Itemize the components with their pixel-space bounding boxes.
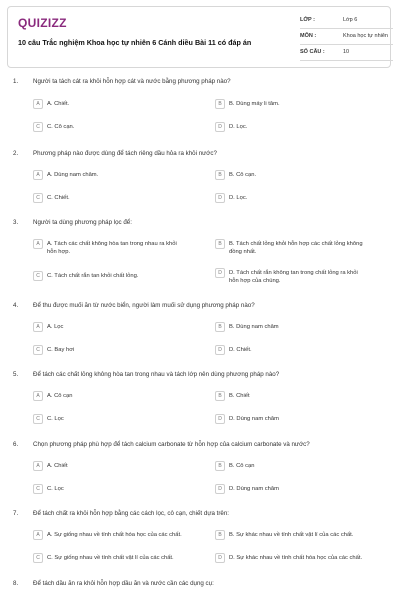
option-text: B. Dùng máy li tâm. [229, 101, 280, 107]
question-text: Để tách dầu ăn ra khỏi hỗn hợp dầu ăn và nước cần các dụng cụ: [33, 580, 214, 587]
option-key-box: D [215, 484, 225, 494]
document-title: 10 câu Trắc nghiệm Khoa học tự nhiên 6 Cánh diều Bài 11 có đáp án [18, 38, 252, 47]
option-text: A. Sự giống nhau về tính chất hóa học của các chất. [47, 532, 182, 538]
question-number: 5. [13, 371, 19, 378]
question-number: 1. [13, 78, 19, 85]
question-number: 8. [13, 580, 19, 587]
option-key-box: D [215, 553, 225, 563]
option-key-box: B [215, 99, 225, 109]
option-text: A. Chiết [47, 463, 68, 469]
option-key-box: C [33, 271, 43, 281]
option-key-box: C [33, 414, 43, 424]
option-text: D. Lọc. [229, 195, 248, 201]
option-text: C. Chiết. [47, 195, 70, 201]
quizizz-logo: QUIZIZZ [18, 16, 67, 30]
option-text: C. Lọc [47, 486, 64, 492]
option-key-box: D [215, 122, 225, 132]
option-key-box: A [33, 239, 43, 249]
option-key-box: D [215, 268, 225, 278]
meta-divider [300, 44, 393, 45]
question-number: 4. [13, 302, 19, 309]
option-key-box: C [33, 553, 43, 563]
question-text: Để tách các chất lỏng không hòa tan trong nhau và tách lớp nên dùng phương pháp nào? [33, 371, 280, 378]
meta-value-subject: Khoa học tự nhiên [343, 33, 388, 39]
worksheet-header [7, 6, 391, 68]
meta-label-subject: MÔN : [300, 33, 317, 39]
option-text: D. Lọc. [229, 124, 248, 130]
option-text: C. Cô cạn. [47, 124, 75, 130]
option-key-box: A [33, 391, 43, 401]
option-text: A. Dùng nam châm. [47, 172, 99, 178]
option-key-box: B [215, 239, 225, 249]
question-number: 2. [13, 150, 19, 157]
question-text: Người ta tách cát ra khỏi hỗn hợp cát và nước bằng phương pháp nào? [33, 78, 231, 85]
question-text: Để thu được muối ăn từ nước biển, người làm muối sử dụng phương pháp nào? [33, 302, 255, 309]
option-key-box: B [215, 461, 225, 471]
option-text: D. Dùng nam châm [229, 416, 279, 422]
option-key-box: C [33, 193, 43, 203]
option-text: D. Chiết. [229, 347, 252, 353]
option-text: C. Bay hơi [47, 347, 75, 353]
option-key-box: D [215, 345, 225, 355]
question-number: 3. [13, 219, 19, 226]
option-text: B. Chiết [229, 393, 250, 399]
option-text: C. Tách chất rắn tan khỏi chất lỏng. [47, 273, 139, 279]
meta-value-count: 10 [343, 49, 350, 55]
option-key-box: B [215, 530, 225, 540]
question-text: Chọn phương pháp phù hợp để tách calcium carbonate từ hỗn hợp của calcium carbonate và nước? [33, 441, 310, 448]
option-text: C. Sự giống nhau về tính chất vật lí của các chất. [47, 555, 174, 561]
option-key-box: D [215, 193, 225, 203]
meta-label-class: LỚP : [300, 17, 315, 23]
option-text: A. Lọc [47, 324, 64, 330]
option-key-box: B [215, 391, 225, 401]
option-key-box: C [33, 122, 43, 132]
question-text: Phương pháp nào được dùng để tách riêng dầu hỏa ra khỏi nước? [33, 150, 217, 157]
question-number: 6. [13, 441, 19, 448]
option-key-box: A [33, 99, 43, 109]
option-key-box: A [33, 322, 43, 332]
option-key-box: C [33, 345, 43, 355]
option-text: A. Cô cạn [47, 393, 73, 399]
meta-label-count: SỐ CÂU : [300, 49, 325, 55]
option-key-box: A [33, 530, 43, 540]
question-number: 7. [13, 510, 19, 517]
question-text: Để tách chất ra khỏi hỗn hợp bằng các cách lọc, cô cạn, chiết dựa trên: [33, 510, 229, 517]
option-key-box: A [33, 461, 43, 471]
option-key-box: B [215, 322, 225, 332]
option-text: B. Tách chất lỏng khỏi hỗn hợp các chất lỏng không đồng nhất. [229, 241, 363, 255]
option-key-box: A [33, 170, 43, 180]
option-key-box: C [33, 484, 43, 494]
option-text: C. Lọc [47, 416, 64, 422]
option-text: B. Cô cạn. [229, 172, 257, 178]
option-text: B. Dùng nam châm [229, 324, 279, 330]
option-text: B. Cô cạn [229, 463, 255, 469]
option-text: A. Tách các chất không hòa tan trong nhau ra khỏi hỗn hợp. [47, 241, 177, 255]
option-key-box: B [215, 170, 225, 180]
question-text: Người ta dùng phương pháp lọc để: [33, 219, 132, 226]
option-text: D. Sự khác nhau về tính chất hóa học của các chất. [229, 555, 363, 561]
meta-value-class: Lớp 6 [343, 17, 358, 23]
option-text: B. Sự khác nhau về tính chất vật lí của các chất. [229, 532, 354, 538]
meta-divider [300, 60, 393, 61]
option-text: D. Tách chất rắn không tan trong chất lỏng ra khỏi hỗn hợp của chúng. [229, 270, 358, 284]
option-text: A. Chiết. [47, 101, 70, 107]
option-key-box: D [215, 414, 225, 424]
meta-divider [300, 28, 393, 29]
option-text: D. Dùng nam châm [229, 486, 279, 492]
